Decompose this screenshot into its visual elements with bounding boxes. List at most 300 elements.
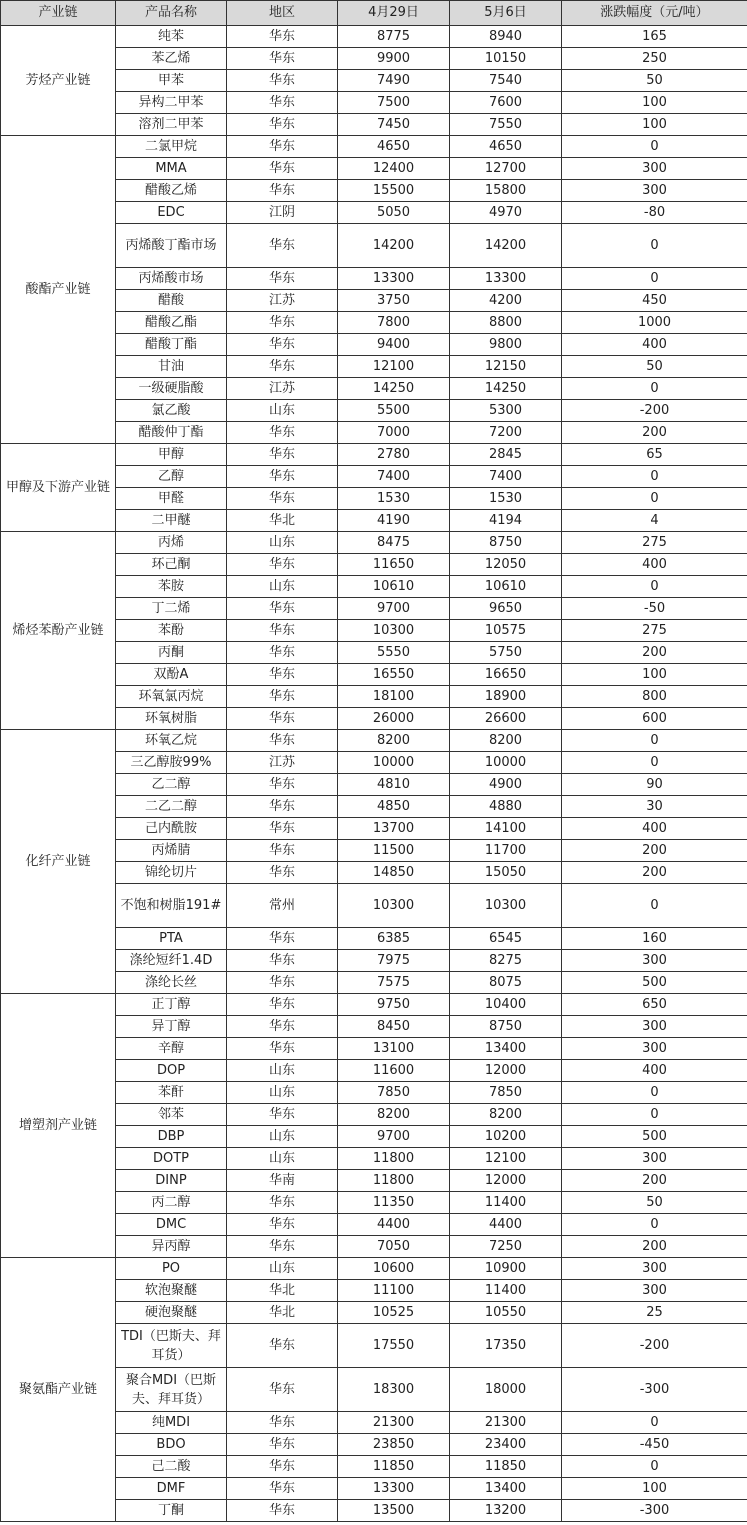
price-may6: 5300: [450, 400, 562, 422]
price-change: 65: [562, 444, 747, 466]
table-row: [1, 994, 747, 1016]
product-name: DMF: [116, 1478, 227, 1500]
region: 华东: [227, 158, 338, 180]
price-may6: 12150: [450, 356, 562, 378]
price-apr29: 4850: [338, 796, 450, 818]
product-name: 氯乙酸: [116, 400, 227, 422]
price-apr29: 14200: [338, 224, 450, 268]
region: 华东: [227, 598, 338, 620]
product-name: 丙烯: [116, 532, 227, 554]
table-row: [1, 730, 747, 752]
region: 江苏: [227, 752, 338, 774]
product-name: 二甲醚: [116, 510, 227, 532]
price-may6: 4880: [450, 796, 562, 818]
product-name: DOTP: [116, 1148, 227, 1170]
region: 山东: [227, 1258, 338, 1280]
table-row: [1, 1258, 747, 1280]
region: 华东: [227, 422, 338, 444]
price-may6: 10300: [450, 884, 562, 928]
product-name: 涤纶长丝: [116, 972, 227, 994]
price-may6: 4970: [450, 202, 562, 224]
price-apr29: 9700: [338, 598, 450, 620]
product-name: 甲醇: [116, 444, 227, 466]
price-apr29: 7500: [338, 92, 450, 114]
product-name: 三乙醇胺99%: [116, 752, 227, 774]
price-may6: 13300: [450, 268, 562, 290]
region: 山东: [227, 1126, 338, 1148]
chain-group-name: 烯烃苯酚产业链: [1, 532, 116, 730]
price-apr29: 7975: [338, 950, 450, 972]
price-change: 400: [562, 1060, 747, 1082]
product-name: TDI（巴斯夫、拜耳货）: [116, 1324, 227, 1368]
price-apr29: 8450: [338, 1016, 450, 1038]
price-may6: 10550: [450, 1302, 562, 1324]
price-may6: 1530: [450, 488, 562, 510]
price-may6: 13200: [450, 1500, 562, 1522]
price-change: 0: [562, 1456, 747, 1478]
region: 华东: [227, 664, 338, 686]
region: 华东: [227, 48, 338, 70]
price-apr29: 12100: [338, 356, 450, 378]
price-apr29: 18100: [338, 686, 450, 708]
price-may6: 4400: [450, 1214, 562, 1236]
product-name: EDC: [116, 202, 227, 224]
price-change: 600: [562, 708, 747, 730]
price-apr29: 8775: [338, 26, 450, 48]
product-name: 乙二醇: [116, 774, 227, 796]
region: 华东: [227, 1478, 338, 1500]
price-apr29: 10000: [338, 752, 450, 774]
region: 华东: [227, 444, 338, 466]
price-apr29: 10600: [338, 1258, 450, 1280]
price-may6: 7400: [450, 466, 562, 488]
product-name: 乙醇: [116, 466, 227, 488]
price-may6: 26600: [450, 708, 562, 730]
price-apr29: 15500: [338, 180, 450, 202]
price-apr29: 10300: [338, 620, 450, 642]
product-name: 纯MDI: [116, 1412, 227, 1434]
price-may6: 14200: [450, 224, 562, 268]
price-apr29: 11800: [338, 1148, 450, 1170]
price-may6: 10200: [450, 1126, 562, 1148]
product-name: 环己酮: [116, 554, 227, 576]
price-may6: 15800: [450, 180, 562, 202]
region: 华东: [227, 268, 338, 290]
price-change: 0: [562, 1412, 747, 1434]
price-apr29: 10610: [338, 576, 450, 598]
price-change: 500: [562, 972, 747, 994]
price-change: 300: [562, 1038, 747, 1060]
price-may6: 12000: [450, 1060, 562, 1082]
price-change: 300: [562, 1280, 747, 1302]
price-change: 450: [562, 290, 747, 312]
price-may6: 11850: [450, 1456, 562, 1478]
chain-group-name: 酸酯产业链: [1, 136, 116, 444]
price-change: 200: [562, 840, 747, 862]
product-name: 苯酚: [116, 620, 227, 642]
region: 华东: [227, 928, 338, 950]
region: 华东: [227, 1192, 338, 1214]
price-apr29: 26000: [338, 708, 450, 730]
product-name: 丙烯酸市场: [116, 268, 227, 290]
region: 山东: [227, 1148, 338, 1170]
price-change: 30: [562, 796, 747, 818]
price-change: 0: [562, 378, 747, 400]
region: 华东: [227, 1368, 338, 1412]
chain-group-name: 聚氨酯产业链: [1, 1258, 116, 1522]
price-may6: 15050: [450, 862, 562, 884]
price-may6: 8750: [450, 1016, 562, 1038]
price-may6: 9800: [450, 334, 562, 356]
price-apr29: 11350: [338, 1192, 450, 1214]
region: 华东: [227, 136, 338, 158]
price-apr29: 16550: [338, 664, 450, 686]
product-name: 邻苯: [116, 1104, 227, 1126]
product-name: 醋酸丁酯: [116, 334, 227, 356]
region: 华东: [227, 840, 338, 862]
product-name: 甘油: [116, 356, 227, 378]
price-may6: 14250: [450, 378, 562, 400]
region: 华东: [227, 224, 338, 268]
price-apr29: 4810: [338, 774, 450, 796]
price-apr29: 6385: [338, 928, 450, 950]
price-change: -80: [562, 202, 747, 224]
table-row: [1, 26, 747, 48]
price-may6: 8940: [450, 26, 562, 48]
region: 江阴: [227, 202, 338, 224]
product-name: 环氧乙烷: [116, 730, 227, 752]
price-may6: 11400: [450, 1192, 562, 1214]
product-name: 聚合MDI（巴斯夫、拜耳货）: [116, 1368, 227, 1412]
price-apr29: 10300: [338, 884, 450, 928]
price-change: 50: [562, 70, 747, 92]
price-may6: 7850: [450, 1082, 562, 1104]
region: 华东: [227, 774, 338, 796]
price-apr29: 7000: [338, 422, 450, 444]
region: 华东: [227, 466, 338, 488]
product-name: 苯乙烯: [116, 48, 227, 70]
price-may6: 7600: [450, 92, 562, 114]
price-may6: 10610: [450, 576, 562, 598]
product-name: 苯胺: [116, 576, 227, 598]
price-change: 300: [562, 1148, 747, 1170]
chain-group-name: 芳烃产业链: [1, 26, 116, 136]
price-change: 1000: [562, 312, 747, 334]
price-change: 275: [562, 532, 747, 554]
product-name: DINP: [116, 1170, 227, 1192]
price-change: 0: [562, 884, 747, 928]
price-change: -300: [562, 1500, 747, 1522]
price-change: 500: [562, 1126, 747, 1148]
price-change: 200: [562, 642, 747, 664]
product-name: 双酚A: [116, 664, 227, 686]
price-apr29: 4190: [338, 510, 450, 532]
price-change: 50: [562, 356, 747, 378]
price-apr29: 18300: [338, 1368, 450, 1412]
price-may6: 7200: [450, 422, 562, 444]
region: 华东: [227, 1038, 338, 1060]
price-change: 300: [562, 1016, 747, 1038]
price-may6: 7550: [450, 114, 562, 136]
price-change: 100: [562, 92, 747, 114]
product-name: 硬泡聚醚: [116, 1302, 227, 1324]
price-change: -200: [562, 400, 747, 422]
region: 华东: [227, 1434, 338, 1456]
region: 华东: [227, 1500, 338, 1522]
chain-group-name: 增塑剂产业链: [1, 994, 116, 1258]
price-change: 400: [562, 818, 747, 840]
price-change: 0: [562, 136, 747, 158]
price-may6: 21300: [450, 1412, 562, 1434]
product-name: 丙二醇: [116, 1192, 227, 1214]
product-name: DOP: [116, 1060, 227, 1082]
price-apr29: 8475: [338, 532, 450, 554]
product-name: 辛醇: [116, 1038, 227, 1060]
chain-group-name: 化纤产业链: [1, 730, 116, 994]
price-may6: 13400: [450, 1038, 562, 1060]
price-apr29: 8200: [338, 1104, 450, 1126]
price-apr29: 8200: [338, 730, 450, 752]
price-change: 300: [562, 950, 747, 972]
price-may6: 8075: [450, 972, 562, 994]
price-change: -300: [562, 1368, 747, 1412]
product-name: 丁二烯: [116, 598, 227, 620]
product-name: 丙烯酸丁酯市场: [116, 224, 227, 268]
price-apr29: 11850: [338, 1456, 450, 1478]
price-change: 300: [562, 180, 747, 202]
price-change: 200: [562, 1236, 747, 1258]
price-may6: 10900: [450, 1258, 562, 1280]
price-apr29: 2780: [338, 444, 450, 466]
region: 华北: [227, 510, 338, 532]
price-change: 200: [562, 862, 747, 884]
price-change: 650: [562, 994, 747, 1016]
price-may6: 12700: [450, 158, 562, 180]
price-may6: 11700: [450, 840, 562, 862]
price-apr29: 4400: [338, 1214, 450, 1236]
product-name: 锦纶切片: [116, 862, 227, 884]
price-change: 4: [562, 510, 747, 532]
product-name: 纯苯: [116, 26, 227, 48]
region: 华东: [227, 730, 338, 752]
price-may6: 4200: [450, 290, 562, 312]
price-change: 200: [562, 422, 747, 444]
region: 华东: [227, 114, 338, 136]
region: 华东: [227, 554, 338, 576]
price-change: 400: [562, 554, 747, 576]
price-apr29: 9700: [338, 1126, 450, 1148]
price-may6: 18900: [450, 686, 562, 708]
region: 华东: [227, 708, 338, 730]
price-may6: 4650: [450, 136, 562, 158]
price-may6: 4900: [450, 774, 562, 796]
region: 山东: [227, 400, 338, 422]
product-name: 丙烯腈: [116, 840, 227, 862]
region: 华东: [227, 972, 338, 994]
product-name: 醋酸仲丁酯: [116, 422, 227, 444]
region: 华东: [227, 620, 338, 642]
region: 山东: [227, 1082, 338, 1104]
product-name: 异丁醇: [116, 1016, 227, 1038]
price-apr29: 5550: [338, 642, 450, 664]
price-apr29: 13500: [338, 1500, 450, 1522]
price-may6: 5750: [450, 642, 562, 664]
product-name: BDO: [116, 1434, 227, 1456]
price-apr29: 7450: [338, 114, 450, 136]
price-apr29: 7800: [338, 312, 450, 334]
price-change: 0: [562, 224, 747, 268]
product-name: 环氧氯丙烷: [116, 686, 227, 708]
price-change: -200: [562, 1324, 747, 1368]
price-apr29: 10525: [338, 1302, 450, 1324]
region: 华东: [227, 180, 338, 202]
price-apr29: 9750: [338, 994, 450, 1016]
price-apr29: 11100: [338, 1280, 450, 1302]
header-region: 地区: [227, 1, 338, 26]
region: 华东: [227, 1104, 338, 1126]
region: 华东: [227, 1214, 338, 1236]
price-change: 0: [562, 488, 747, 510]
price-may6: 9650: [450, 598, 562, 620]
product-name: 丁酮: [116, 1500, 227, 1522]
price-change: 100: [562, 664, 747, 686]
region: 常州: [227, 884, 338, 928]
price-change: 0: [562, 268, 747, 290]
product-name: 己二酸: [116, 1456, 227, 1478]
product-name: 丙酮: [116, 642, 227, 664]
product-name: 正丁醇: [116, 994, 227, 1016]
product-name: 软泡聚醚: [116, 1280, 227, 1302]
region: 江苏: [227, 378, 338, 400]
price-may6: 4194: [450, 510, 562, 532]
price-change: 160: [562, 928, 747, 950]
product-name: 涤纶短纤1.4D: [116, 950, 227, 972]
price-may6: 12100: [450, 1148, 562, 1170]
price-change: 0: [562, 576, 747, 598]
product-name: 己内酰胺: [116, 818, 227, 840]
region: 华东: [227, 334, 338, 356]
region: 华东: [227, 1236, 338, 1258]
price-change: 165: [562, 26, 747, 48]
region: 华东: [227, 1412, 338, 1434]
price-apr29: 9400: [338, 334, 450, 356]
header-product: 产品名称: [116, 1, 227, 26]
product-name: 醋酸乙酯: [116, 312, 227, 334]
price-may6: 17350: [450, 1324, 562, 1368]
header-row: [1, 1, 747, 26]
price-apr29: 23850: [338, 1434, 450, 1456]
price-apr29: 7400: [338, 466, 450, 488]
product-name: 环氧树脂: [116, 708, 227, 730]
region: 山东: [227, 1060, 338, 1082]
table-row: [1, 136, 747, 158]
price-may6: 10150: [450, 48, 562, 70]
price-apr29: 1530: [338, 488, 450, 510]
price-change: 300: [562, 158, 747, 180]
region: 华北: [227, 1302, 338, 1324]
price-apr29: 13700: [338, 818, 450, 840]
price-apr29: 3750: [338, 290, 450, 312]
price-may6: 8750: [450, 532, 562, 554]
price-may6: 8200: [450, 730, 562, 752]
region: 华南: [227, 1170, 338, 1192]
region: 华东: [227, 950, 338, 972]
price-apr29: 9900: [338, 48, 450, 70]
price-apr29: 14250: [338, 378, 450, 400]
product-name: 不饱和树脂191#: [116, 884, 227, 928]
price-may6: 11400: [450, 1280, 562, 1302]
price-change: 0: [562, 1104, 747, 1126]
product-name: PO: [116, 1258, 227, 1280]
price-change: 25: [562, 1302, 747, 1324]
region: 华东: [227, 862, 338, 884]
product-name: DBP: [116, 1126, 227, 1148]
price-change: 0: [562, 1082, 747, 1104]
price-apr29: 11800: [338, 1170, 450, 1192]
region: 华东: [227, 26, 338, 48]
price-change: 250: [562, 48, 747, 70]
price-change: 200: [562, 1170, 747, 1192]
region: 华东: [227, 92, 338, 114]
price-change: 300: [562, 1258, 747, 1280]
price-change: 400: [562, 334, 747, 356]
product-name: 二乙二醇: [116, 796, 227, 818]
region: 华东: [227, 70, 338, 92]
product-name: 一级硬脂酸: [116, 378, 227, 400]
price-may6: 6545: [450, 928, 562, 950]
price-apr29: 14850: [338, 862, 450, 884]
price-change: 0: [562, 730, 747, 752]
product-name: 溶剂二甲苯: [116, 114, 227, 136]
table-body: [1, 26, 747, 1522]
header-date1: 4月29日: [338, 1, 450, 26]
price-change: 800: [562, 686, 747, 708]
chain-group-name: 甲醇及下游产业链: [1, 444, 116, 532]
product-name: PTA: [116, 928, 227, 950]
header-change: 涨跌幅度（元/吨）: [562, 1, 747, 26]
region: 江苏: [227, 290, 338, 312]
product-name: 异丙醇: [116, 1236, 227, 1258]
region: 华东: [227, 1324, 338, 1368]
price-apr29: 7850: [338, 1082, 450, 1104]
price-apr29: 11500: [338, 840, 450, 862]
price-change: 100: [562, 1478, 747, 1500]
price-may6: 18000: [450, 1368, 562, 1412]
price-change: 0: [562, 466, 747, 488]
product-name: 醋酸乙烯: [116, 180, 227, 202]
region: 华东: [227, 686, 338, 708]
price-apr29: 17550: [338, 1324, 450, 1368]
price-may6: 16650: [450, 664, 562, 686]
price-apr29: 4650: [338, 136, 450, 158]
price-apr29: 7575: [338, 972, 450, 994]
price-may6: 7540: [450, 70, 562, 92]
price-may6: 12000: [450, 1170, 562, 1192]
region: 华东: [227, 312, 338, 334]
price-apr29: 12400: [338, 158, 450, 180]
price-may6: 14100: [450, 818, 562, 840]
price-change: 90: [562, 774, 747, 796]
region: 华东: [227, 994, 338, 1016]
price-may6: 2845: [450, 444, 562, 466]
price-change: 50: [562, 1192, 747, 1214]
price-may6: 8800: [450, 312, 562, 334]
price-change: 0: [562, 752, 747, 774]
region: 华东: [227, 488, 338, 510]
price-may6: 10400: [450, 994, 562, 1016]
price-may6: 8275: [450, 950, 562, 972]
price-may6: 13400: [450, 1478, 562, 1500]
